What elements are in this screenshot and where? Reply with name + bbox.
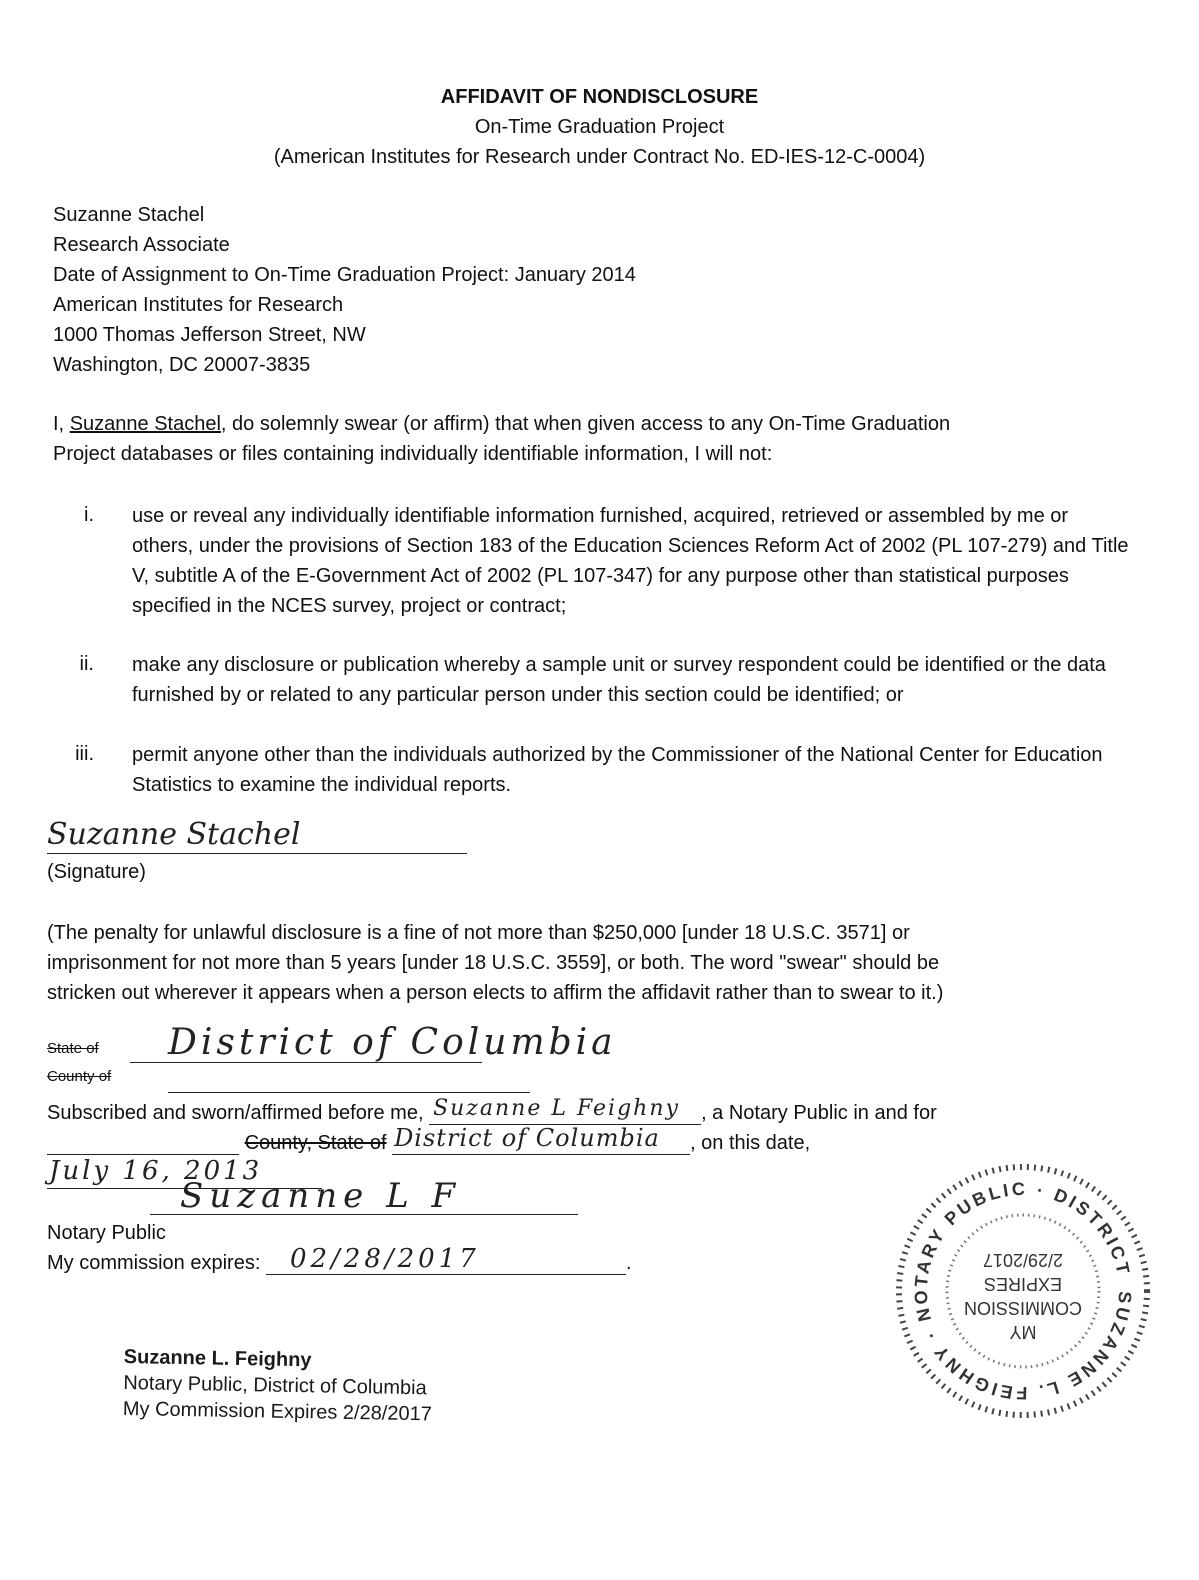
notary-signature-handwritten: Suzanne L F xyxy=(180,1176,462,1216)
oath-line-1-rest: , do solemnly swear (or affirm) that when given access to any On-Time Graduation xyxy=(220,413,951,435)
handwritten-signature: Suzanne Stachel xyxy=(47,817,301,852)
oath-line-1 xyxy=(53,413,950,436)
state-handwritten: District of Columbia xyxy=(168,1022,617,1063)
list-item: permit anyone other than the individuals authorized by the Commissioner of the National Center for Education Statistics to examine the individual reports. xyxy=(132,744,1103,796)
project-subtitle: On-Time Graduation Project xyxy=(474,116,725,138)
penalty-line-3: stricken out wherever it appears when a person elects to affirm the affidavit rather than to swear to it.) xyxy=(47,982,944,1004)
seal-inner-1: MY xyxy=(1009,1322,1037,1342)
item-number: ii. xyxy=(79,653,94,675)
state-label: State of xyxy=(47,1040,99,1057)
notary-name-field xyxy=(429,1096,701,1125)
document-title: AFFIDAVIT OF NONDISCLOSURE xyxy=(440,86,759,108)
signature-label: (Signature) xyxy=(47,861,146,883)
affiant-position: Research Associate xyxy=(53,234,230,256)
commission-handwritten: 02/28/2017 xyxy=(289,1244,480,1274)
notary-name-handwritten: Suzanne L Feighny xyxy=(433,1096,680,1121)
notary-seal-graphic xyxy=(892,1160,1154,1422)
street-address: 1000 Thomas Jefferson Street, NW xyxy=(53,324,366,346)
stamp-title: Notary Public, District of Columbia xyxy=(123,1371,427,1400)
notary-signature-line xyxy=(150,1176,578,1216)
item-number: i. xyxy=(84,504,94,526)
stamp-expiry: My Commission Expires 2/28/2017 xyxy=(122,1397,433,1426)
stamp-name: Suzanne L. Feighny xyxy=(123,1345,312,1372)
notary-seal xyxy=(892,1160,1154,1422)
seal-ring-text: SUZANNE L. FEIGHNY · NOTARY PUBLIC · DISTRICT xyxy=(910,1178,1136,1404)
affiant-name: Suzanne Stachel xyxy=(53,204,205,226)
list-item: use or reveal any individually identifiable information furnished, acquired, retrieved or assembled by me or others, under the provisions of Section 183 of the Education Sciences Reform Act of 2002 (PL 107-279) and Title V, subtitle A of the E-Government Act of 2002 (PL 107-347) for any purpose other than statistical purposes specified in the NCES survey, project or contract; xyxy=(132,505,1129,617)
assignment-date: Date of Assignment to On-Time Graduation Project: January 2014 xyxy=(53,264,636,286)
county-label: County of xyxy=(47,1068,112,1085)
city-address: Washington, DC 20007-3835 xyxy=(53,354,311,376)
county-state-line: County, State of District of Columbia , on this date, xyxy=(47,1132,810,1155)
commission-line: My commission expires: 02/28/2017 . xyxy=(47,1244,632,1274)
subscribed-line: Subscribed and sworn/affirmed before me, Suzanne L Feighny , a Notary Public in and for xyxy=(47,1096,937,1124)
district-handwritten: District of Columbia xyxy=(394,1124,660,1152)
item-number: iii. xyxy=(75,743,94,765)
notary-stamp xyxy=(123,1344,433,1427)
county-field xyxy=(168,1076,530,1093)
date-handwritten: July 16, 2013 xyxy=(49,1156,263,1186)
oath-prefix: I, xyxy=(53,413,65,435)
signature-line xyxy=(47,817,467,854)
contract-line: (American Institutes for Research under Contract No. ED-IES-12-C-0004) xyxy=(273,146,926,168)
notary-public-label: Notary Public xyxy=(47,1222,166,1244)
seal-inner-4: 2/29/2017 xyxy=(982,1250,1064,1270)
state-field xyxy=(130,1022,617,1063)
seal-inner-2: COMMISSION xyxy=(963,1298,1083,1318)
penalty-line-1: (The penalty for unlawful disclosure is a fine of not more than $250,000 [under 18 U.S.C. 3571] or xyxy=(47,922,910,944)
county-blank xyxy=(47,1132,239,1155)
oath-affiant-name: Suzanne Stachel xyxy=(69,413,221,435)
seal-inner-3: EXPIRES xyxy=(983,1274,1063,1294)
organization: American Institutes for Research xyxy=(53,294,344,316)
oath-line-2: Project databases or files containing individually identifiable information, I will not: xyxy=(53,443,773,465)
list-item: make any disclosure or publication whereby a sample unit or survey respondent could be identified or the data furnished by or related to any particular person under this section could be identified; or xyxy=(132,654,1106,706)
penalty-line-2: imprisonment for not more than 5 years [under 18 U.S.C. 3559], or both. The word "swear" should be xyxy=(47,952,940,974)
